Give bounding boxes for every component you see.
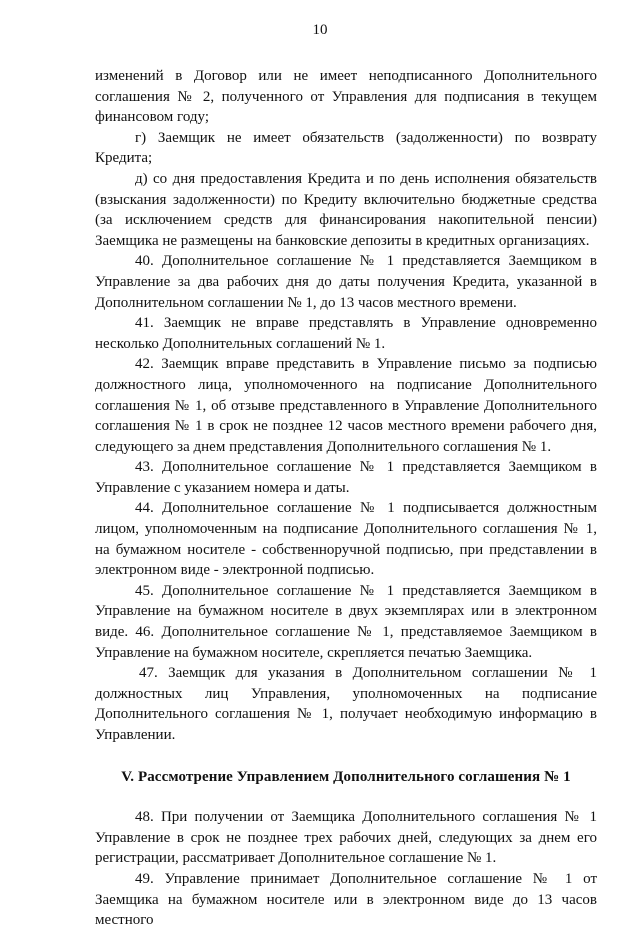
paragraph-41: 41. Заемщик не вправе представлять в Управление одновременно несколько Дополнительных соглашений № 1.	[95, 315, 597, 352]
section-heading: V. Рассмотрение Управлением Дополнительного соглашения № 1	[121, 768, 571, 785]
page-number: 10	[312, 22, 328, 38]
paragraph-item-g: г) Заемщик не имеет обязательств (задолженности) по возврату Кредита;	[95, 129, 597, 167]
paragraph-45-46: 45. Дополнительное соглашение № 1 представляется Заемщиком в Управление на бумажном носителе в двух экземплярах или в электронном виде. 46. Дополнительное соглашение № 1, представляемое Заемщиком в Управление на бумажном носителе, скрепляется печатью Заемщика.	[95, 582, 597, 661]
paragraph-47: 47. Заемщик для указания в Дополнительном соглашении № 1 должностных лиц Управления, уполномоченных на подписание Дополнительного соглашения № 1, получает необходимую информацию в Управлении.	[95, 665, 597, 743]
paragraph-42: 42. Заемщик вправе представить в Управление письмо за подписью должностного лица, уполномоченного на подписание Дополнительного соглашения № 1, об отзыве представленного в Управление Дополнительного соглашения № 1 в срок не позднее 12 часов местного времени рабочего дня, следующего за днем представления Дополнительного соглашения № 1.	[95, 356, 597, 455]
paragraph-43: 43. Дополнительное соглашение № 1 представляется Заемщиком в Управление с указанием номера и даты.	[95, 459, 597, 496]
document-body	[95, 66, 597, 931]
paragraph-continuation: изменений в Договор или не имеет неподписанного Дополнительного соглашения № 2, полученного от Управления для подписания в текущем финансовом году;	[95, 68, 597, 126]
paragraph-44: 44. Дополнительное соглашение № 1 подписывается должностным лицом, уполномоченным на подписание Дополнительного соглашения № 1, на бумажном носителе - собственноручной подписью, при представлении в электронном виде - электронной подписью.	[95, 500, 597, 579]
paragraph-48: 48. При получении от Заемщика Дополнительного соглашения № 1 Управление в срок не позднее трех рабочих дней, следующих за днем его регистрации, рассматривает Дополнительное соглашение № 1.	[95, 809, 597, 867]
paragraph-item-d: д) со дня предоставления Кредита и по день исполнения обязательств (взыскания задолженности) по Кредиту включительно бюджетные средства (за исключением средств для финансирования накопительной пенсии) Заемщика не размещены на банковские депозиты в кредитных организациях.	[95, 170, 597, 249]
paragraph-40: 40. Дополнительное соглашение № 1 представляется Заемщиком в Управление за два рабочих дня до даты получения Кредита, указанной в Дополнительном соглашении № 1, до 13 часов местного времени.	[95, 253, 597, 311]
paragraph-49: 49. Управление принимает Дополнительное соглашение № 1 от Заемщика на бумажном носителе или в электронном виде до 13 часов местного	[95, 870, 597, 929]
